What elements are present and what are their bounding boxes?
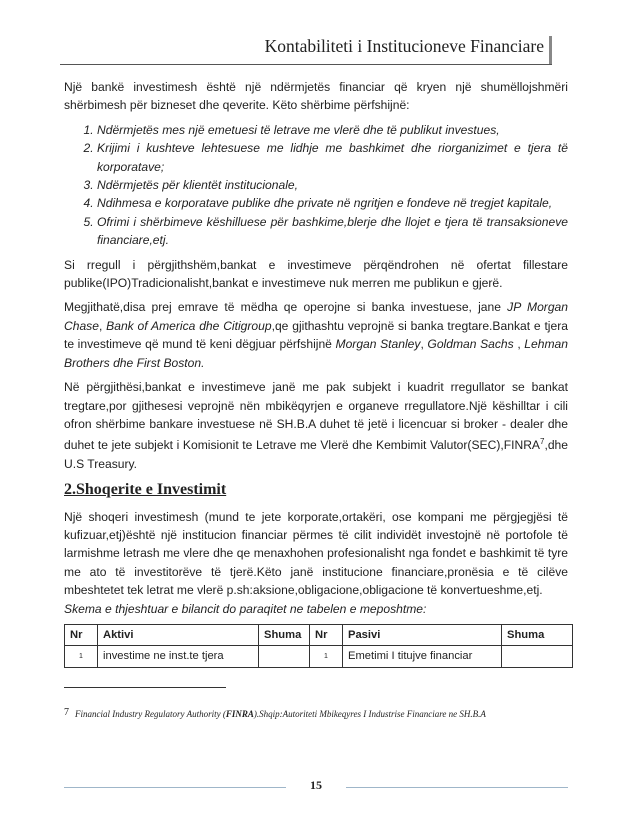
page-footer bbox=[64, 776, 568, 804]
footnote-abbreviation: FINRA bbox=[225, 709, 254, 719]
intro-paragraph: Një bankë investimesh është një ndërmjetës financiar që kryen një shumëllojshmëri shërbimesh për bizneset dhe qeverite. Këto shërbime përfshijnë: bbox=[64, 80, 568, 113]
running-header bbox=[60, 36, 552, 66]
names-text: ,qe gjithashtu veprojnë si banka tregtare.Bankat e tjera te investimeve që mund të keni dëgjuar përfshijnë bbox=[64, 318, 568, 352]
body-text bbox=[64, 78, 568, 668]
regulation-paragraph bbox=[64, 378, 568, 473]
bank-name: Lehman Brothers dhe First Boston. bbox=[64, 337, 568, 370]
investment-companies-paragraph: Një shoqeri investimesh (mund te jete korporate,ortakëri, ose kompani me përgjegjësi të kufizuar,etj)është një institucion financiar përmes të cilit individët investojnë në portofole të larmishme letrash me vlere dhe qe menaxhohen profesionalisht nga fondet e bashkimit të tyre me ato të investitorëve të tjerë.Këto janë institucione financiare,pronësia e të cilëve mbeshtetet tek letrat me vlerë p.sh:aksione,obligacione,obligacione të konvertueshme,etj. bbox=[64, 509, 568, 598]
service-item: 3. Ndërmjetës për klientët institucionale, bbox=[97, 176, 568, 194]
footnote-text: ).Shqip:Autoriteti Mbikeqyres I Industrise Financiare ne SH.B.A bbox=[253, 709, 486, 719]
page-number: 15 bbox=[310, 778, 322, 792]
names-text: , bbox=[98, 318, 107, 333]
footer-rule bbox=[64, 787, 286, 788]
column-header: Aktivi bbox=[98, 625, 259, 646]
footnote-separator bbox=[64, 687, 226, 688]
column-header: Nr bbox=[65, 625, 98, 646]
bank-name: JP Morgan Chase bbox=[64, 300, 569, 333]
names-text: , bbox=[513, 337, 525, 352]
table-header-row bbox=[65, 625, 573, 646]
table-cell: investime ne inst.te tjera bbox=[98, 646, 259, 667]
header-accent-bar bbox=[549, 36, 552, 64]
bank-name: Bank of America dhe Citigroup bbox=[106, 318, 272, 333]
footnote-reference[interactable]: 7 bbox=[540, 437, 545, 447]
column-header: Shuma bbox=[259, 625, 310, 646]
regulation-text: ,dhe U.S Treasury. bbox=[64, 438, 568, 471]
service-item: 5. Ofrimi i shërbimeve këshilluese për bashkime,blerje dhe llojet e tjera të transaksioneve financiare,etj. bbox=[97, 213, 568, 250]
balance-scheme-text: Skema e thjeshtuar e bilancit do paraqitet ne tabelen e meposhtme: bbox=[64, 601, 427, 616]
column-header: Shuma bbox=[502, 625, 573, 646]
regulation-text: Në përgjithësi,bankat e investimeve janë me pak subjekt i kuadrit rregullator se bankat tregtare,por gjithesesi veprojnë nën mbikëqyrjen e organeve rregullatore.Një këshilltar i cili ofron shërbime bankare investuese në SH.B.A duhet të jetë i licencuar si broker - dealer dhe duhet te jete subjekt i Komisionit te Letrave me Vlerë dhe Kembimit Valutor(SEC),FINRA bbox=[64, 380, 568, 453]
section-heading: 2.Shoqerite e Investimit bbox=[64, 481, 227, 499]
ipo-paragraph: Si rregull i përgjithshëm,bankat e investimeve përqëndrohen në ofertat fillestare publike(IPO)Tradicionalisht,bankat e investimeve nuk merren me publikun e gjerë. bbox=[64, 257, 568, 291]
service-item: 4. Ndihmesa e korporatave publike dhe private në ngritjen e fondeve në tregjet kapitale, bbox=[97, 194, 568, 212]
row-number: 1 bbox=[65, 646, 98, 667]
column-header: Pasivi bbox=[343, 625, 502, 646]
names-text: Megjithatë,disa prej emrave të mëdha qe operojne si banka investuese, jane bbox=[64, 300, 508, 315]
column-header: Nr bbox=[310, 625, 343, 646]
table-cell bbox=[502, 646, 573, 667]
bank-name: Morgan Stanley bbox=[335, 337, 421, 352]
row-number: 1 bbox=[310, 646, 343, 667]
balance-scheme-caption bbox=[64, 600, 568, 618]
service-item: 1. Ndërmjetës mes një emetuesi të letrave me vlerë dhe të publikut investues, bbox=[97, 121, 568, 139]
running-header-title: Kontabiliteti i Institucioneve Financiare bbox=[264, 36, 544, 56]
footnote-text: Financial Industry Regulatory Authority ( bbox=[75, 709, 226, 719]
footnote bbox=[64, 707, 574, 719]
names-text: , bbox=[420, 337, 428, 352]
table-cell bbox=[259, 646, 310, 667]
footnote-mark: 7 bbox=[64, 707, 69, 718]
table-row bbox=[65, 646, 573, 667]
bank-name: Goldman Sachs bbox=[427, 337, 514, 352]
service-item: 2. Krijimi i kushteve lehtesuese me lidhje me bashkimet dhe riorganizimet e tjera të korporatave; bbox=[97, 139, 568, 176]
table-cell: Emetimi I titujve financiar bbox=[343, 646, 502, 667]
bank-names-paragraph bbox=[64, 298, 568, 372]
footer-rule bbox=[346, 787, 568, 788]
header-rule bbox=[60, 64, 552, 65]
balance-sheet-table bbox=[64, 624, 573, 668]
services-list bbox=[64, 121, 568, 250]
